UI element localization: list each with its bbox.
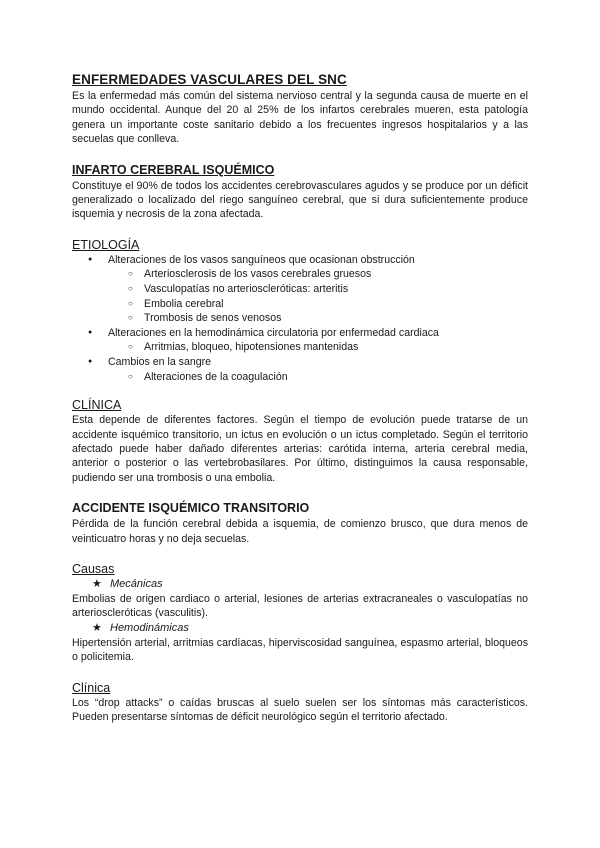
causa-mecanicas-text: Embolias de origen cardiaco o arterial, lesiones de arterias extracraneales o vasculopatías no arterioscleróticas (vasculitis). — [72, 593, 528, 620]
causa-label: Hemodinámicas — [110, 621, 189, 634]
infarto-heading: INFARTO CEREBRAL ISQUÉMICO — [72, 162, 275, 177]
list-item: ● Alteraciones en la hemodinámica circulatoria por enfermedad cardiaca — [72, 326, 528, 341]
list-item: ● Alteraciones de los vasos sanguíneos que ocasionan obstrucción — [72, 253, 528, 268]
star-icon: ★ — [92, 578, 102, 591]
list-subitem: ○ Embolia cerebral — [72, 297, 528, 312]
list-item: ● Cambios en la sangre — [72, 355, 528, 370]
ait-paragraph: Pérdida de la función cerebral debida a isquemia, de comienzo brusco, que dura menos de veinticuatro horas y no deja secuelas. — [72, 518, 528, 545]
list-subitem: ○ Arteriosclerosis de los vasos cerebrales gruesos — [72, 267, 528, 282]
ait-heading: ACCIDENTE ISQUÉMICO TRANSITORIO — [72, 501, 310, 516]
clinica2-paragraph: Los “drop attacks” o caídas bruscas al suelo suelen ser los síntomas más característicos. Pueden presentarse síntomas de déficit neurológico según el territorio afectado. — [72, 696, 528, 724]
list-subitem: ○ Arritmias, bloqueo, hipotensiones mantenidas — [72, 340, 528, 355]
clinica2-heading: Clínica — [72, 680, 111, 695]
list-subitem: ○ Alteraciones de la coagulación — [72, 370, 528, 385]
list-subitem: ○ Vasculopatías no arterioscleróticas: arteritis — [72, 282, 528, 297]
causa-hemodinamicas-text: Hipertensión arterial, arritmias cardíacas, hiperviscosidad sanguínea, espasmo arterial, bloqueos o policitemia. — [72, 636, 528, 664]
clinica-paragraph: Esta depende de diferentes factores. Según el tiempo de evolución puede tratarse de un accidente isquémico transitorio, un ictus en evolución o un ictus completado. Según el territorio afectado puede haber dañado diferentes arterias: carótida interna, arteria cerebral media, anterior o posterior o las vertebrobasilares. Por último, distinguimos la causa responsable, pudiendo ser una trombosis o una embolia. — [72, 414, 528, 484]
list-subitem: ○ Trombosis de senos venosos — [72, 311, 528, 326]
star-icon: ★ — [92, 621, 102, 634]
etiologia-list — [72, 253, 528, 384]
causas-heading: Causas — [72, 562, 115, 577]
infarto-paragraph: Constituye el 90% de todos los accidentes cerebrovasculares agudos y se produce por un déficit generalizado o localizado del riego sanguíneo cerebral, que si dura suficientemente produce isquemia y necrosis de la zona afectada. — [72, 179, 528, 221]
causa-label: Mecánicas — [110, 578, 163, 591]
causa-hemodinamicas — [72, 621, 528, 636]
causa-mecanicas — [72, 577, 528, 592]
intro-paragraph: Es la enfermedad más común del sistema nervioso central y la segunda causa de muerte en el mundo occidental. Aunque del 20 al 25% de los infartos cerebrales mueren, esta patología genera un importante coste sanitario debido a los frecuentes ingresos hospitalarios y a las secuelas que conlleva. — [72, 90, 528, 146]
clinica-heading: CLÍNICA — [72, 398, 122, 413]
etiologia-heading: ETIOLOGÍA — [72, 237, 140, 252]
document-title: ENFERMEDADES VASCULARES DEL SNC — [72, 72, 347, 87]
